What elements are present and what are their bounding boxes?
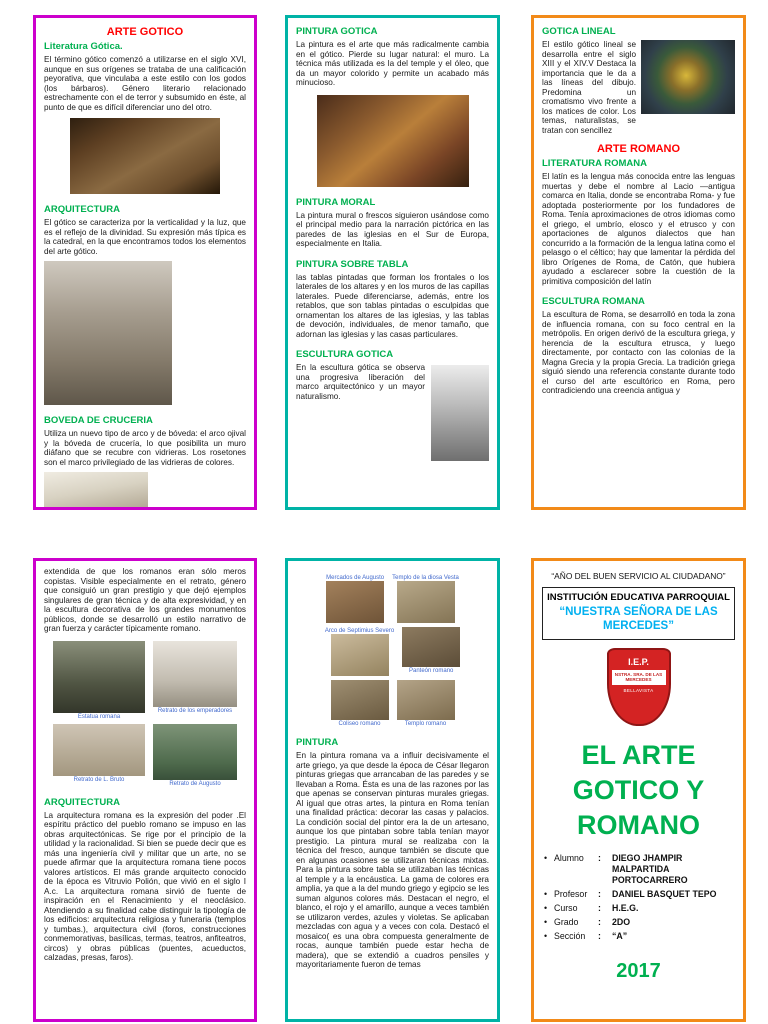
arquitectura-gotica-heading: ARQUITECTURA (44, 204, 120, 216)
altarpiece-image (317, 95, 469, 187)
image-caption: Coliseo romano (338, 721, 381, 727)
info-label: Grado (554, 916, 579, 927)
gotica-lineal-heading: GOTICA LINEAL (542, 26, 616, 37)
roman-arch-image (325, 627, 394, 676)
escultura-romana-body: La escultura de Roma, se desarrolló en toda la zona de influencia romana, con su foco central en la metrópolis. En origen derivó de la escultura griega, y herencia de la escultura etrusca, y luego directamente, por contacto con las colonias de la Magna Grecia y la propia Grecia. La tradición griega siguió siendo una referencia constante durante todo el curso del arte escultórico en Roma, pero contradiciendo una creencia antigua y (542, 310, 735, 396)
roman-statue-image (53, 641, 145, 720)
info-value: “A” (612, 930, 628, 941)
pintura-romana-heading: PINTURA (296, 737, 339, 748)
panel-arte-gotico (33, 15, 257, 510)
image-caption: Retrato de L. Bruto (73, 776, 125, 783)
info-item-seccion: • Sección : “A” (544, 931, 735, 942)
info-value: DIEGO JHAMPIR MALPARTIDA PORTOCARRERO (612, 852, 688, 885)
cover-title (542, 738, 735, 843)
image-caption: Templo romano (404, 721, 447, 727)
logo-bellavista-text: BELLAVISTA (623, 688, 654, 694)
arquitectura-romana-body: La arquitectura romana es la expresión del poder .El espíritu práctico del pueblo romano se impuso en las obras arquitectónicas. Se rige por el principio de la utilidad y la racionalidad. Si bien se puede decir que es más una ingeniería civil y militar que un arte, no se puede afirmar que la arquitectura romana tiene pocos valores artísticos. El más grande arquitecto conocido de la época es Vitruvio Polión, que vivió en el siglo I A.c. La arquitectura romana sirvió de fuente de inspiración en el Renacimiento y el neoclásico. Atendiendo a su finalidad cabe distinguir la tipología de los edificios: arquitectura religiosa y funeraria (templos y tumbas.), arquitectura civil (foros, construcciones conmemorativas, basílicas, termas, teatros, anfiteatros, circos) y obras públicas (puentes, acueductos, calzadas, presas, faros). (44, 810, 246, 963)
arquitectura-romana-heading: ARQUITECTURA (44, 796, 120, 808)
cover-title-line: GOTICO Y (572, 774, 705, 805)
boveda-heading: BOVEDA DE CRUCERIA (44, 415, 153, 427)
cover-title-line: ROMANO (577, 809, 700, 840)
info-label: Sección (554, 930, 586, 941)
gotica-lineal-body: El estilo gótico lineal se desarrolla entre el siglo XIII y el XIV.V Destaca la importancia que le da a las líneas del dibujo. Predomina un cromatismo vivo frente a los matices de color. Los temas, naturalistas, se tratan con sencillez (542, 40, 636, 135)
pintura-romana-body: En la pintura romana va a influir decisivamente el arte griego, ya que desde la época de César llegaron pinturas griegas que arrancaban de las paredes y se llevaban a Roma. Ésta es una de las razones por las que apenas se conservan pinturas murales griegas. Al igual que otras artes, la pintura en Roma tenían una finalidad práctica: decorar las casas y palacios. La condición social del pintor era la de un artesano, aunque los que pintaban sobre tabla tenían mayor prestigio. La pintura mural se realizaba con la técnica del fresco, aunque también se discute que en algunas ocasiones se utilizaran técnicas mixtas. Para la pintura sobre tabla se utilizaban las técnicas al temple y a la encáustica. La gama de colores era amplia, ya que a la del mundo griego y egipcio se les suman algunos colores más. Destacan el negro, el blanco, el rojo y el amarillo, aunque a veces también se utilizaron verdes, azules y violetas. Se aplicaban mezcladas con agua y a veces con cola. Destacó el mosaico( es una obra compuesta generalmente de rocas, aunque también puede estar hecha de madera), que se extendió a cuadros pensiles y mayoritariamente fueron de temas (296, 751, 489, 970)
info-value: 2DO (612, 916, 631, 927)
pintura-gotica-body: La pintura es el arte que más radicalmente cambia en el gótico. Pierde su lugar natural: el muro. La técnica más utilizada es la del temple y el óleo, que da un mayor colorido y permite un acabado más minucioso. (296, 40, 489, 88)
escultura-gotica-heading: ESCULTURA GOTICA (296, 349, 394, 361)
info-label: Profesor (554, 888, 588, 899)
vesta-temple-image (392, 574, 459, 623)
stained-glass-image (641, 40, 735, 114)
logo-band-text: NSTRA. SRA. DE LAS MERCEDES (612, 670, 666, 685)
info-value: DANIEL BASQUET TEPO (612, 888, 717, 899)
school-logo (607, 648, 671, 726)
roman-portrait-image (153, 641, 237, 720)
pintura-sobre-tabla-heading: PINTURA SOBRE TABLA (296, 258, 409, 270)
info-item-curso: • Curso : H.E.G. (544, 903, 735, 914)
gothic-book-image (70, 118, 220, 194)
literatura-romana-heading: LITERATURA ROMANA (542, 158, 648, 170)
literatura-romana-body: El latín es la lengua más conocida entre las lenguas muertas y debe el nombre al Lacio —antigua comarca en Italia, donde se encontraba Roma- y fue adoptada posteriormente por los fundadores de Roma. Tenía aproximaciones de otros idiomas como el griego, el umbrío, elosco y el etrusco y con aportaciones de algunos dialectos que han concurrido a la formación de la lengua latina como el pelasgo o el céltico; hay que lamentar la pérdida del libro Orígenes de Roma, de Catón, que hubiera ayudado a esclarecer sobre la cuestión de la primitiva composición del latín (542, 172, 735, 286)
pintura-gotica-heading: PINTURA GOTICA (296, 26, 378, 37)
cathedral-image (44, 261, 172, 405)
pintura-sobre-tabla-body: las tablas pintadas que forman los frontales o los laterales de los altares y en los muros de las capillas laterales. Puede diferenciarse, además, entre los retablos, que son tablas pintadas o esculpidas que ornamentan los altares de las iglesias, y las tablas de devoción, individuales, de menor tamaño, que adornan las iglesias y las casas particulares. (296, 272, 489, 339)
roman-bust-image (53, 724, 145, 787)
roman-sculpture-gallery (44, 641, 246, 787)
escultura-romana-continuation: extendida de que los romanos eran sólo meros copistas. Visible especialmente en el retrato, género que consiguió un gran prestigio y que dejó ejemplos singulares de gran técnica y de alta expresividad, y en la escultura decorativa de los grandes monumentos públicos, donde se desarrolló un estilo narrativo de gran fuerza y carácter típicamente romano. (44, 567, 246, 634)
info-item-grado: • Grado : 2DO (544, 917, 735, 928)
image-caption: Retrato de Augusto (169, 780, 221, 787)
image-caption: Templo de la diosa Vesta (392, 575, 459, 581)
panel-escultura-arquitectura-romana (33, 558, 257, 1022)
institution-box (542, 587, 735, 640)
image-caption: Mercados de Augusto (326, 575, 385, 581)
pantheon-image (402, 627, 460, 676)
colosseum-image (331, 680, 389, 727)
school-name: “NUESTRA SEÑORA DE LAS MERCEDES” (559, 606, 718, 632)
panel-pintura-romana (285, 558, 500, 1022)
arte-romano-title: ARTE ROMANO (596, 143, 681, 156)
escultura-gotica-body: En la escultura gótica se observa una progresiva liberación del marco arquitectónico y un mayor naturalismo. (296, 363, 425, 401)
info-label: Alumno (554, 852, 584, 863)
roman-market-image (326, 574, 384, 623)
image-caption: Retrato de los emperadores (157, 707, 233, 714)
image-caption: Arco de Septimius Severo (324, 628, 395, 634)
info-item-profesor: • Profesor : DANIEL BASQUET TEPO (544, 889, 735, 900)
info-label: Curso (554, 902, 578, 913)
literatura-gotica-heading: Literatura Gótica. (44, 41, 123, 52)
bronze-head-image (153, 724, 237, 787)
logo-iep-text: I.E.P. (628, 656, 649, 667)
info-item-alumno: • Alumno : DIEGO JHAMPIR MALPARTIDA PORTOCARRERO (544, 853, 735, 886)
gothic-sculpture-image (431, 365, 489, 461)
arquitectura-gotica-body: El gótico se caracteriza por la verticalidad y la luz, que es el reflejo de la divinidad. Su expresión más típica es la catedral, en la que encontramos todos los elementos del arte gótico. (44, 218, 246, 256)
motto-text: “AÑO DEL BUEN SERVICIO AL CIUDADANO” (551, 571, 726, 581)
roman-temple-image (397, 680, 455, 727)
pintura-moral-heading: PINTURA MORAL (296, 196, 376, 208)
arte-gotico-title: ARTE GOTICO (106, 26, 184, 38)
image-caption: Estatua romana (77, 713, 121, 720)
student-info-list (544, 853, 735, 942)
image-caption: Panteón romano (409, 668, 454, 674)
literatura-gotica-body: El término gótico comenzó a utilizarse en el siglo XVI, aunque en sus orígenes se trataba de una calificación peyorativa, que vinculaba a este estilo con los godos (los bárbaros). Género literario relacionado estrechamente con el de terror y subsumido en éste, al punto de que es difícil diferenciar uno del otro. (44, 55, 246, 112)
boveda-body: Utiliza un nuevo tipo de arco y de bóveda: el arco ojival y la bóveda de crucería, lo que posibilita un muro diáfano que se recubre con vidrieras. Los rosetones son el marco privilegiado de las vidrieras de colores. (44, 429, 246, 467)
escultura-romana-heading: ESCULTURA ROMANA (542, 296, 645, 308)
roman-architecture-gallery (296, 574, 489, 727)
vault-image (44, 472, 148, 510)
pintura-moral-body: La pintura mural o frescos siguieron usándose como el principal medio para la narración pictórica en las paredes de las iglesias en el Sur de Europa, especialmente en Italia. (296, 210, 489, 249)
panel-cover (531, 558, 746, 1022)
info-value: H.E.G. (612, 902, 639, 913)
panel-pintura-gotica (285, 15, 500, 510)
institution-name: INSTITUCIÓN EDUCATIVA PARROQUIAL (547, 592, 730, 603)
year-text: 2017 (616, 959, 661, 982)
panel-arte-romano (531, 15, 746, 510)
cover-title-line: EL ARTE (581, 739, 696, 770)
